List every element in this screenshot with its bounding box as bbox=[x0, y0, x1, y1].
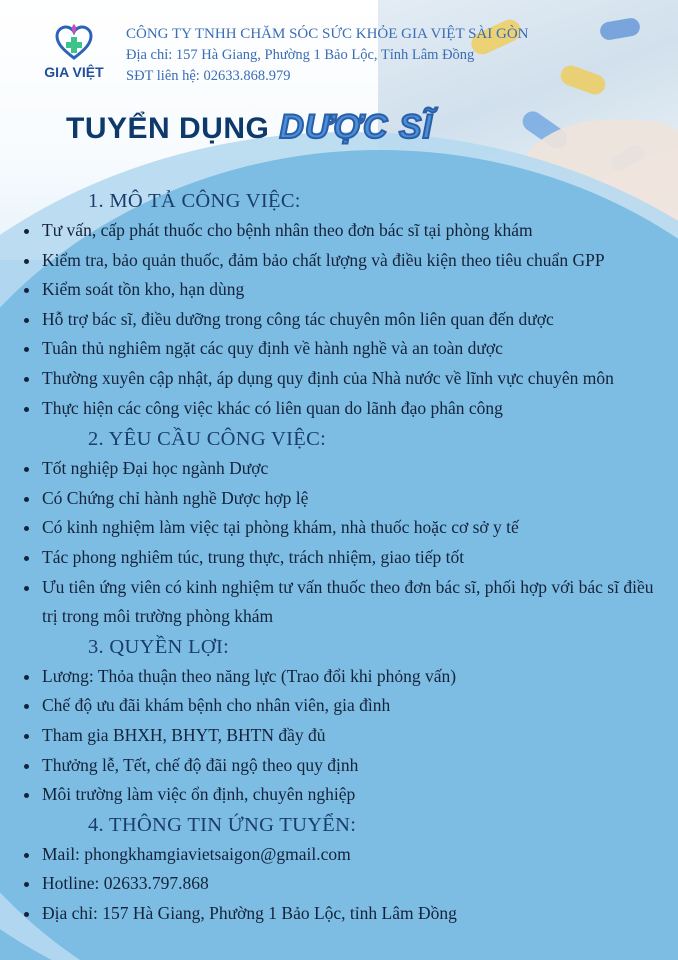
section-application-info bbox=[0, 810, 678, 929]
section-title: 4. THÔNG TIN ỨNG TUYỂN: bbox=[88, 813, 357, 836]
section-job-description bbox=[0, 186, 678, 423]
company-info bbox=[126, 24, 529, 87]
bullet-list bbox=[0, 662, 678, 810]
company-name: CÔNG TY TNHH CHĂM SÓC SỨC KHỎE GIA VIỆT SÀI GÒN bbox=[126, 26, 529, 42]
list-item: Tốt nghiệp Đại học ngành Dược bbox=[0, 454, 678, 484]
logo-text: GIA VIỆT bbox=[44, 64, 104, 80]
company-address: Địa chỉ: 157 Hà Giang, Phường 1 Bảo Lộc, Tỉnh Lâm Đồng bbox=[126, 47, 475, 63]
list-item: Có kinh nghiệm làm việc tại phòng khám, nhà thuốc hoặc cơ sở y tế bbox=[0, 513, 678, 543]
list-item: Lương: Thỏa thuận theo năng lực (Trao đổi khi phỏng vấn) bbox=[0, 662, 678, 692]
list-item: Môi trường làm việc ổn định, chuyên nghiệp bbox=[0, 780, 678, 810]
section-requirements bbox=[0, 424, 678, 632]
list-item: Thưởng lễ, Tết, chế độ đãi ngộ theo quy định bbox=[0, 751, 678, 781]
list-item: Kiểm soát tồn kho, hạn dùng bbox=[0, 275, 678, 305]
headline-recruitment: TUYỂN DỤNG bbox=[66, 112, 270, 145]
list-item: Có Chứng chỉ hành nghề Dược hợp lệ bbox=[0, 484, 678, 514]
list-item: Hỗ trợ bác sĩ, điều dưỡng trong công tác chuyên môn liên quan đến dược bbox=[0, 305, 678, 335]
list-item: Tư vấn, cấp phát thuốc cho bệnh nhân theo đơn bác sĩ tại phòng khám bbox=[0, 216, 678, 246]
bullet-list bbox=[0, 216, 678, 423]
list-item: Thực hiện các công việc khác có liên quan do lãnh đạo phân công bbox=[0, 394, 678, 424]
bullet-list bbox=[0, 454, 678, 632]
headline-position: DƯỢC SĨ bbox=[279, 108, 433, 146]
contact-hotline: Hotline: 02633.797.868 bbox=[0, 869, 678, 899]
contact-email: Mail: phongkhamgiavietsaigon@gmail.com bbox=[0, 840, 678, 870]
section-title: 1. MÔ TẢ CÔNG VIỆC: bbox=[88, 190, 301, 212]
bullet-list bbox=[0, 840, 678, 929]
section-benefits bbox=[0, 632, 678, 810]
list-item: Tuân thủ nghiêm ngặt các quy định về hành nghề và an toàn dược bbox=[0, 334, 678, 364]
list-item: Ưu tiên ứng viên có kinh nghiệm tư vấn thuốc theo đơn bác sĩ, phối hợp với bác sĩ điều trị trong môi trường phòng khám bbox=[0, 573, 678, 632]
heart-cross-icon bbox=[54, 24, 94, 64]
list-item: Kiểm tra, bảo quản thuốc, đảm bảo chất lượng và điều kiện theo tiêu chuẩn GPP bbox=[0, 246, 678, 276]
job-details bbox=[0, 186, 678, 928]
list-item: Tác phong nghiêm túc, trung thực, trách nhiệm, giao tiếp tốt bbox=[0, 543, 678, 573]
list-item: Tham gia BHXH, BHYT, BHTN đầy đủ bbox=[0, 721, 678, 751]
list-item: Thường xuyên cập nhật, áp dụng quy định của Nhà nước về lĩnh vực chuyên môn bbox=[0, 364, 678, 394]
company-phone: SĐT liên hệ: 02633.868.979 bbox=[126, 68, 291, 84]
section-title: 3. QUYỀN LỢI: bbox=[88, 635, 230, 658]
headline bbox=[66, 108, 433, 147]
section-title: 2. YÊU CẦU CÔNG VIỆC: bbox=[88, 428, 327, 451]
contact-address: Địa chỉ: 157 Hà Giang, Phường 1 Bảo Lộc, tỉnh Lâm Đồng bbox=[0, 899, 678, 929]
list-item: Chế độ ưu đãi khám bệnh cho nhân viên, gia đình bbox=[0, 691, 678, 721]
company-logo bbox=[36, 24, 112, 88]
